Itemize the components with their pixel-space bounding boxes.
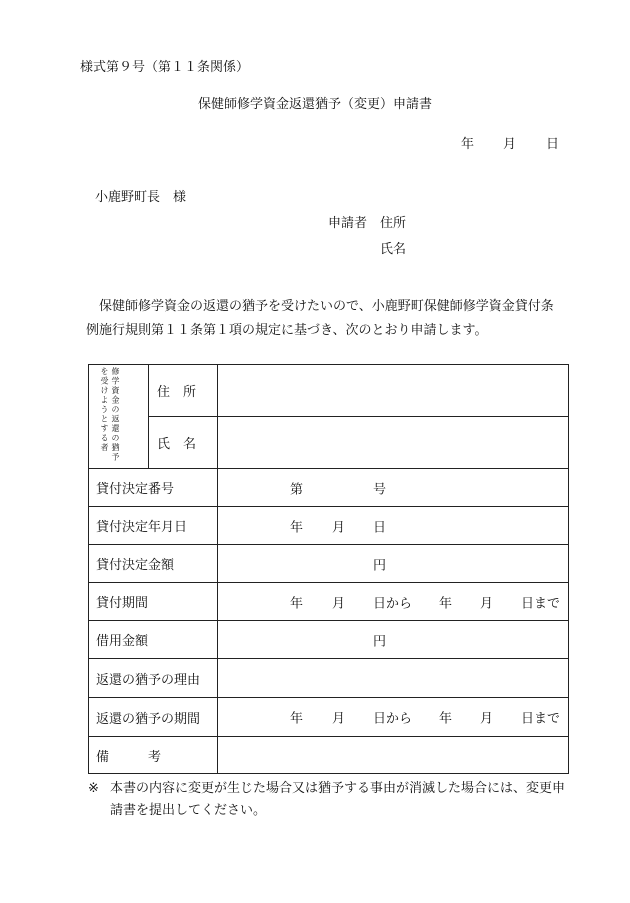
val-part: 年 [290,711,304,727]
date-month: 月 [503,137,517,152]
applicant-group-label [89,365,149,469]
applicant-address-line [328,216,406,232]
note-mark: ※ [88,781,99,796]
address-label: 住 所 [149,365,218,417]
applicant-name-label: 氏名 [380,242,407,257]
deferral-reason-field[interactable] [218,659,569,698]
val-part: 年 [439,596,453,611]
name-field[interactable] [218,417,569,469]
table-row [89,737,569,774]
table-row [89,621,569,659]
addressee: 小鹿野町長 様 [95,190,187,205]
row-label-loan-number: 貸付決定番号 [89,469,218,507]
row-label-loan-date: 貸付決定年月日 [89,507,218,545]
val-part: 号 [373,482,387,497]
val-part: 月 [480,711,494,727]
val-part: 日まで [521,596,561,611]
note-text: 本書の内容に変更が生じた場合又は猶予する事由が消滅した場合には、変更申請書を提出してください。 [110,781,566,818]
body-line-2: 例施行規則第１１条第１項の規定に基づき、次のとおり申請します。 [86,323,488,338]
val-part: 年 [439,711,453,727]
row-label-borrowed-amount: 借用金額 [89,621,218,659]
application-table [88,364,569,774]
loan-amount-field[interactable] [218,545,569,583]
row-label-remarks: 備 考 [89,737,218,774]
table-row [89,659,569,698]
address-field[interactable] [218,365,569,417]
table-row [89,698,569,737]
val-part: 月 [332,520,346,535]
val-part: 日から [373,711,413,727]
applicant-address-label: 住所 [380,216,407,231]
table-row [89,469,569,507]
group-label-col-1: 修学資金の返還の猶予 [111,367,120,462]
val-part: 第 [290,482,304,497]
val-part: 年 [290,520,304,535]
date-day: 日 [546,137,560,152]
val-part: 日から [373,596,413,611]
date-line [461,137,559,153]
table-row [89,545,569,583]
body-text [86,295,576,343]
val-part: 円 [373,558,387,573]
table-row [89,583,569,621]
val-part: 日 [373,520,387,535]
borrowed-amount-field[interactable] [218,621,569,659]
loan-date-field[interactable] [218,507,569,545]
row-label-loan-period: 貸付期間 [89,583,218,621]
row-label-loan-amount: 貸付決定金額 [89,545,218,583]
form-number: 様式第９号（第１１条関係） [80,60,250,75]
val-part: 月 [332,711,346,727]
date-year: 年 [461,137,475,152]
val-part: 円 [373,634,387,649]
val-part: 年 [290,596,304,611]
loan-number-field[interactable] [218,469,569,507]
applicant-label: 申請者 [328,216,368,231]
body-line-1: 保健師修学資金の返還の猶予を受けたいので、小鹿野町保健師修学資金貸付条 [99,299,554,314]
document-title: 保健師修学資金返還猶予（変更）申請書 [197,97,432,112]
group-label-col-2: を受けようとする者 [100,367,109,453]
val-part: 月 [480,596,494,611]
row-label-deferral-reason: 返還の猶予の理由 [89,659,218,698]
val-part: 日まで [521,711,561,727]
table-row [89,507,569,545]
row-label-deferral-period: 返還の猶予の期間 [89,698,218,737]
val-part: 月 [332,596,346,611]
remarks-field[interactable] [218,737,569,774]
deferral-period-field[interactable] [218,698,569,737]
name-label: 氏 名 [149,417,218,469]
loan-period-field[interactable] [218,583,569,621]
